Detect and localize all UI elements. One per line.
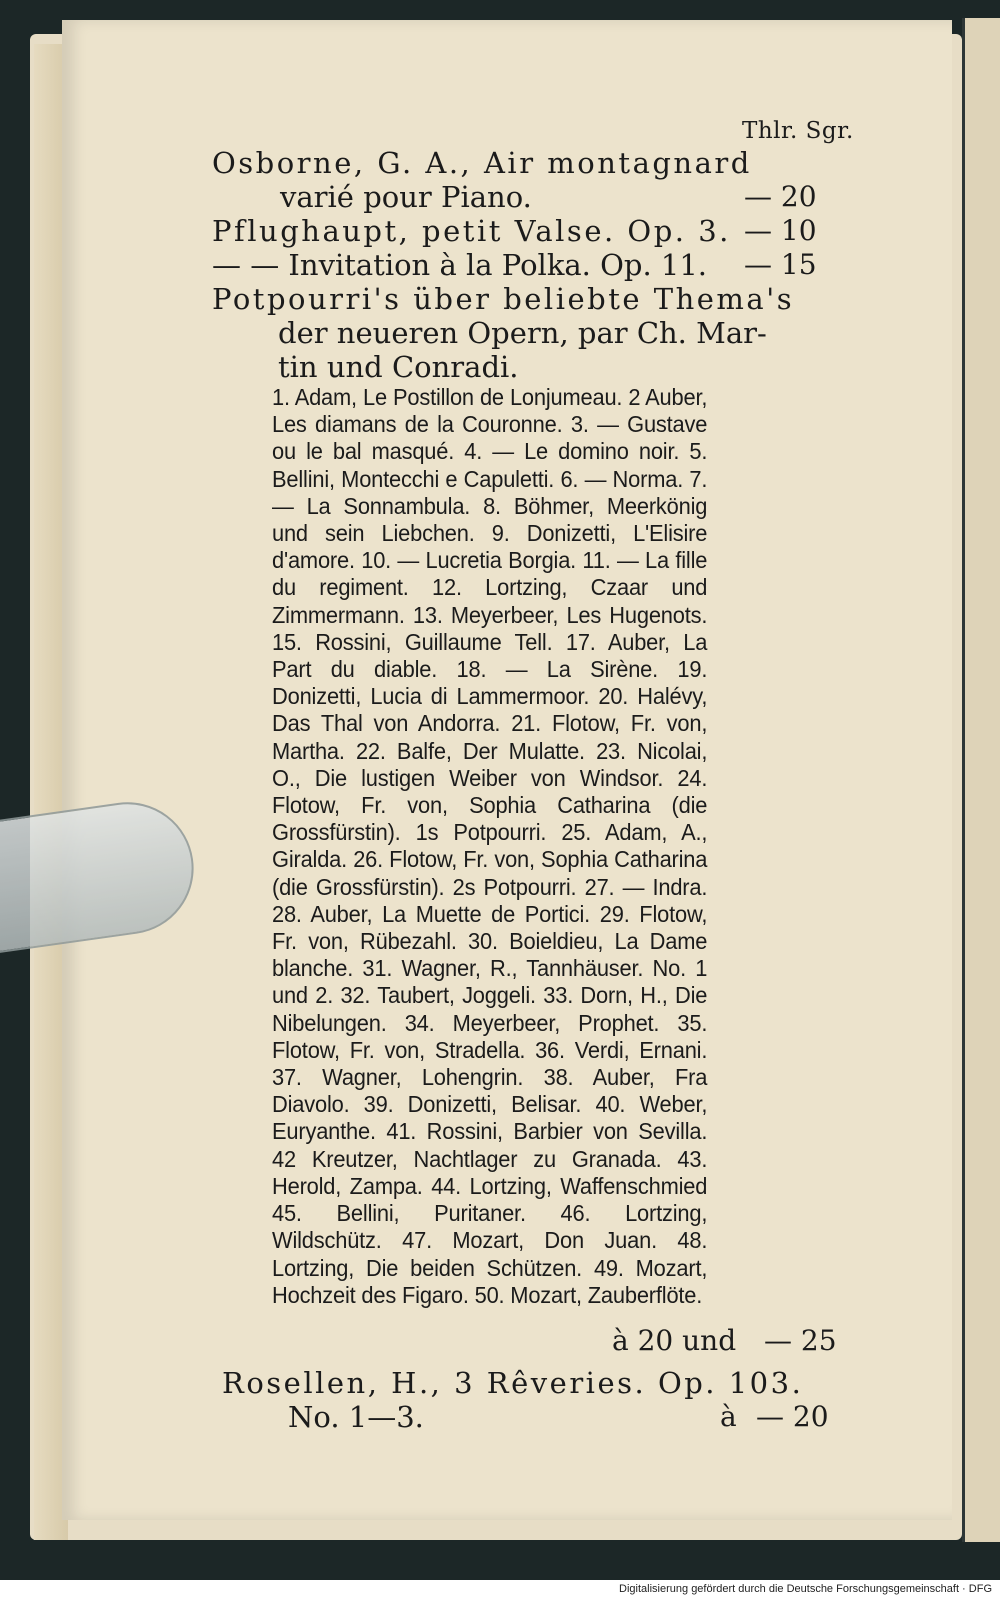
price-invitation: — 15 [744, 248, 817, 281]
footer-bar [0, 1580, 1000, 1600]
entry-rosellen-line2: No. 1—3. [288, 1400, 424, 1434]
entry-osborne-line1: Osborne, G. A., Air montagnard [212, 146, 752, 180]
potpourri-price-label: à 20 und [612, 1324, 737, 1357]
entry-potpourri-line3: tin und Conradi. [278, 350, 519, 384]
entry-potpourri-line2: der neueren Opern, par Ch. Mar- [278, 316, 767, 350]
currency-header: Thlr. Sgr. [742, 118, 854, 144]
price-pflughaupt: — 10 [744, 214, 817, 247]
footer-credit: Digitalisierung gefördert durch die Deutsche Forschungsgemeinschaft · DFG [619, 1583, 992, 1595]
price-osborne: — 20 [744, 180, 817, 213]
potpourri-price-value: — 25 [764, 1324, 837, 1357]
entry-osborne-line2: varié pour Piano. [280, 180, 532, 214]
price-rosellen: — 20 [756, 1400, 829, 1433]
entry-pflughaupt: Pflughaupt, petit Valse. Op. 3. [212, 214, 731, 248]
entry-invitation: — — Invitation à la Polka. Op. 11. [212, 248, 708, 282]
rosellen-a: à [720, 1400, 737, 1433]
potpourri-list-paragraph: 1. Adam, Le Postillon de Lonjumeau. 2 Auber, Les diamans de la Couronne. 3. — Gustave ou le bal masqué. 4. — Le domino noir. 5. Bellini, Montecchi e Capuletti. 6. — Norma. 7. — La Sonnambula. 8. Böhmer, Meerkönig und sein Liebchen. 9. Donizetti, L'Elisire d'amore. 10. — Lucretia Borgia. 11. — La fille du regiment. 12. Lortzing, Czaar und Zimmermann. 13. Meyerbeer, Les Hugenots. 15. Rossini, Guillaume Tell. 17. Auber, La Part du diable. 18. — La Sirène. 19. Donizetti, Lucia di Lammermoor. 20. Halévy, Das Thal von Andorra. 21. Flotow, Fr. von, Martha. 22. Balfe, Der Mulatte. 23. Nicolai, O., Die lustigen Weiber von Windsor. 24. Flotow, Fr. von, Sophia Catharina (die Grossfürstin). 1s Potpourri. 25. Adam, A., Giralda. 26. Flotow, Fr. von, Sophia Catharina (die Grossfürstin). 2s Potpourri. 27. — Indra. 28. Auber, La Muette de Portici. 29. Flotow, Fr. von, Rübezahl. 30. Boieldieu, La Dame blanche. 31. Wagner, R., Tannhäuser. No. 1 und 2. 32. Taubert, Joggeli. 33. Dorn, H., Die Nibelungen. 34. Meyerbeer, Prophet. 35. Flotow, Fr. von, Stradella. 36. Verdi, Ernani. 37. Wagner, Lohengrin. 38. Auber, Fra Diavolo. 39. Donizetti, Belisar. 40. Weber, Euryanthe. 41. Rossini, Barbier von Sevilla. 42 Kreutzer, Nachtlager zu Granada. 43. Herold, Zampa. 44. Lortzing, Waffenschmied 45. Bellini, Puritaner. 46. Lortzing, Wildschütz. 47. Mozart, Don Juan. 48. Lortzing, Die beiden Schützen. 49. Mozart, Hochzeit des Figaro. 50. Mozart, Zauberflöte. [272, 384, 708, 1308]
entry-rosellen-line1: Rosellen, H., 3 Rêveries. Op. 103. [222, 1366, 804, 1400]
entry-potpourri-line1: Potpourri's über beliebte Thema's [212, 282, 795, 316]
